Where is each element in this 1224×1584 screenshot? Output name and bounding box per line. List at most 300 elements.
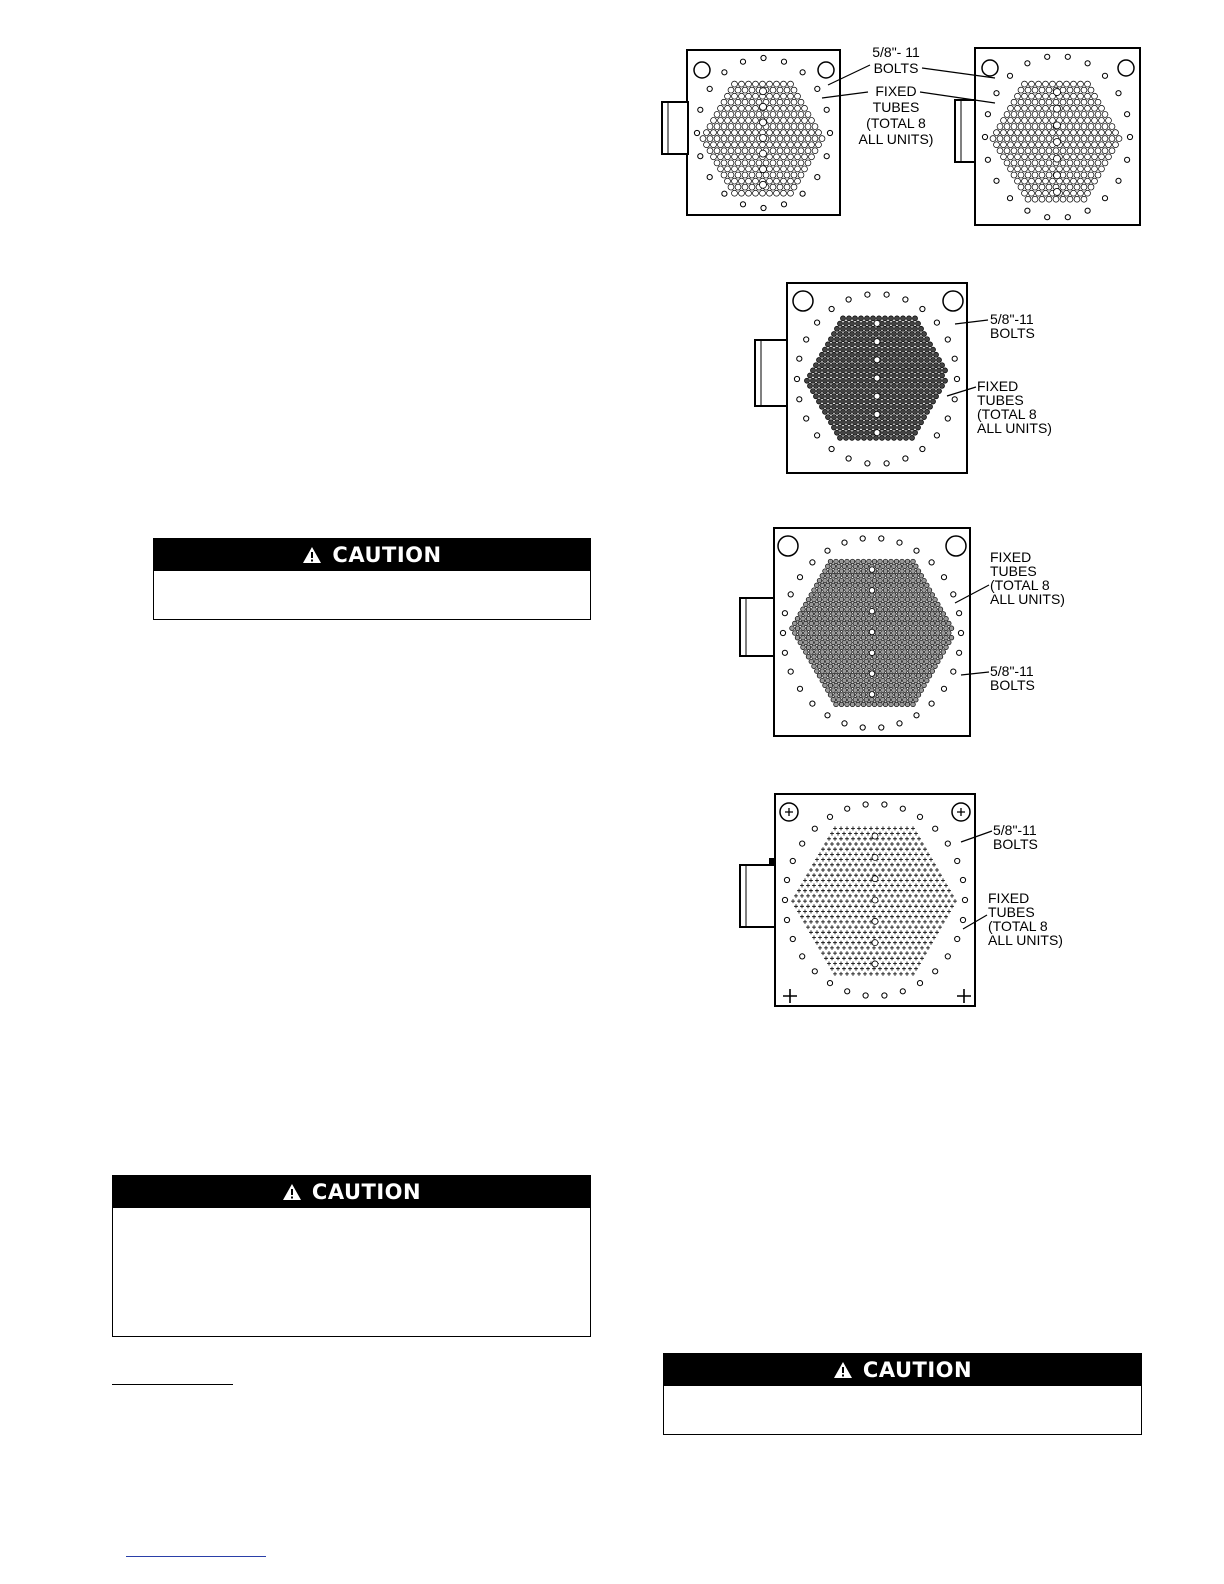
tube [849, 331, 854, 336]
tube [725, 93, 731, 99]
tube [843, 404, 848, 409]
tube [816, 368, 821, 373]
tube [1074, 124, 1080, 130]
tube [805, 148, 811, 154]
tube [916, 645, 921, 650]
tube [922, 588, 927, 593]
tube [735, 99, 741, 105]
tube [820, 659, 825, 664]
tube [834, 368, 839, 373]
tube [933, 363, 938, 368]
tube [861, 331, 866, 336]
tube [847, 640, 852, 645]
tube [1092, 130, 1098, 136]
tube [872, 597, 877, 602]
tube [921, 363, 926, 368]
tube [897, 425, 902, 430]
tube [915, 404, 920, 409]
tube [990, 136, 996, 142]
tube [891, 640, 896, 645]
bolt-hole [815, 433, 820, 438]
tube [828, 578, 833, 583]
tube [746, 117, 752, 123]
tube [913, 659, 918, 664]
tube [913, 650, 918, 655]
tube [1022, 81, 1028, 87]
tube [930, 650, 935, 655]
tube [770, 172, 776, 178]
tube [1067, 172, 1073, 178]
tube [845, 559, 850, 564]
tube [900, 368, 905, 373]
tube [828, 368, 833, 373]
tube [1078, 105, 1084, 111]
tube [856, 597, 861, 602]
tube [845, 664, 850, 669]
tube [941, 621, 946, 626]
tube [1046, 172, 1052, 178]
tube [856, 654, 861, 659]
tube [840, 389, 845, 394]
tube [861, 435, 866, 440]
tube [850, 597, 855, 602]
bolt-hole [1102, 73, 1107, 78]
tube [897, 688, 902, 693]
tube [888, 357, 893, 362]
tube [1109, 136, 1115, 142]
tube [1015, 178, 1021, 184]
bolt-hole [790, 858, 795, 863]
tube [878, 702, 883, 707]
tube [753, 178, 759, 184]
tube [883, 673, 888, 678]
tube [886, 688, 891, 693]
bolt-hole [884, 461, 889, 466]
bolt-hole [804, 416, 809, 421]
tube [894, 597, 899, 602]
bolt-hole [827, 130, 832, 135]
tube [886, 640, 891, 645]
tube [856, 626, 861, 631]
tube [911, 607, 916, 612]
tube [891, 331, 896, 336]
tube [831, 352, 836, 357]
tube [883, 597, 888, 602]
tube [938, 607, 943, 612]
tube [864, 602, 869, 607]
tube [817, 664, 822, 669]
tube [767, 154, 773, 160]
fixed-tubes-label-line1: FIXED [988, 890, 1030, 906]
tube [916, 654, 921, 659]
tube [933, 352, 938, 357]
tube [878, 664, 883, 669]
tube [897, 363, 902, 368]
tube [897, 650, 902, 655]
tube [894, 693, 899, 698]
tube [883, 693, 888, 698]
tube [894, 316, 899, 321]
tube [1029, 190, 1035, 196]
tube [883, 626, 888, 631]
tube [845, 702, 850, 707]
tube [700, 136, 706, 142]
tube [938, 626, 943, 631]
tube [812, 607, 817, 612]
tube [767, 190, 773, 196]
tube [852, 420, 857, 425]
tube [888, 420, 893, 425]
tube [825, 352, 830, 357]
tube [867, 363, 872, 368]
tube [919, 669, 924, 674]
tube [1074, 148, 1080, 154]
tube [732, 117, 738, 123]
tube [816, 378, 821, 383]
tube [1001, 142, 1007, 148]
tube [742, 160, 748, 166]
tube [858, 316, 863, 321]
tube [1022, 93, 1028, 99]
tube [798, 148, 804, 154]
tube [788, 130, 794, 136]
tube [1046, 136, 1052, 142]
tube [1018, 87, 1024, 93]
tube [852, 337, 857, 342]
tube [806, 654, 811, 659]
tube [916, 588, 921, 593]
tube [1043, 142, 1049, 148]
tube [864, 378, 869, 383]
tube [728, 124, 734, 130]
tube [913, 564, 918, 569]
tube [861, 569, 866, 574]
tube [949, 635, 954, 640]
tube [753, 142, 759, 148]
tube-sheet-figure-top [650, 40, 1150, 235]
tube [831, 593, 836, 598]
tube [802, 166, 808, 172]
tube [927, 616, 932, 621]
tube [828, 616, 833, 621]
bolt-hole [994, 91, 999, 96]
bolt-hole [958, 630, 963, 635]
warning-triangle-icon [302, 546, 322, 564]
tube [908, 678, 913, 683]
tube [760, 181, 767, 188]
tube [1064, 81, 1070, 87]
tube [912, 420, 917, 425]
tube [880, 602, 885, 607]
tube [874, 357, 880, 363]
tube [839, 654, 844, 659]
tube [889, 664, 894, 669]
tube [735, 160, 741, 166]
tube [1050, 166, 1056, 172]
bolt-hole [722, 191, 727, 196]
tube [774, 81, 780, 87]
tube [924, 593, 929, 598]
bolt-hole [797, 397, 802, 402]
bolt-hole [694, 130, 699, 135]
tube [1029, 154, 1035, 160]
tube [1095, 148, 1101, 154]
tube [852, 368, 857, 373]
tube [725, 130, 731, 136]
tube [1057, 130, 1063, 136]
tube [894, 569, 899, 574]
tube [1102, 148, 1108, 154]
tube [870, 316, 875, 321]
tube [897, 404, 902, 409]
tube [840, 368, 845, 373]
tube [840, 316, 845, 321]
tube [1106, 117, 1112, 123]
tube [908, 650, 913, 655]
tube [1060, 99, 1066, 105]
bolt-hole [945, 337, 950, 342]
tube [916, 597, 921, 602]
tube [864, 389, 869, 394]
tube [843, 425, 848, 430]
tube [820, 640, 825, 645]
tube [1025, 160, 1031, 166]
tube [902, 678, 907, 683]
bolt-hole [797, 686, 802, 691]
bolt-hole [957, 611, 962, 616]
tube [1067, 136, 1073, 142]
tube [1015, 117, 1021, 123]
tube [836, 659, 841, 664]
tube [918, 420, 923, 425]
tube [814, 669, 819, 674]
tube [864, 337, 869, 342]
tube [823, 616, 828, 621]
tube [912, 347, 917, 352]
tube [869, 697, 874, 702]
tube [875, 678, 880, 683]
fixed-tubes-label-line3: (TOTAL 8 [988, 918, 1048, 934]
tube [861, 664, 866, 669]
tube [894, 654, 899, 659]
tube [1054, 89, 1061, 96]
tube [850, 626, 855, 631]
tube [861, 321, 866, 326]
tube [831, 678, 836, 683]
tube [760, 150, 767, 157]
bolt-hole [784, 917, 789, 922]
tube [913, 688, 918, 693]
tube [1085, 154, 1091, 160]
tube [839, 569, 844, 574]
tube [843, 394, 848, 399]
tube [847, 659, 852, 664]
tube [927, 383, 932, 388]
tube [1050, 81, 1056, 87]
tube [1018, 184, 1024, 190]
tube [897, 383, 902, 388]
tube [891, 659, 896, 664]
tube [894, 635, 899, 640]
tube [878, 635, 883, 640]
tube [927, 404, 932, 409]
tube [924, 669, 929, 674]
tube [820, 593, 825, 598]
tube [927, 635, 932, 640]
tube [946, 631, 951, 636]
bolt-hole [1025, 61, 1030, 66]
tube [834, 683, 839, 688]
tube [856, 588, 861, 593]
tube [858, 697, 863, 702]
bolt-hole [810, 701, 815, 706]
tube [1029, 117, 1035, 123]
tube [788, 81, 794, 87]
tube [834, 588, 839, 593]
tube [807, 383, 812, 388]
bolts-label-line2: BOLTS [873, 60, 919, 76]
tube [853, 650, 858, 655]
tube [1078, 178, 1084, 184]
tube [817, 635, 822, 640]
tube [739, 178, 745, 184]
tube [1060, 124, 1066, 130]
tube [825, 631, 830, 636]
tube [749, 136, 755, 142]
bolt-hole [897, 721, 902, 726]
bolt-hole [782, 897, 787, 902]
tube [831, 669, 836, 674]
tube [791, 184, 797, 190]
tube [869, 583, 874, 588]
tube [911, 616, 916, 621]
tube [858, 612, 863, 617]
tube [725, 178, 731, 184]
tube [912, 399, 917, 404]
tube [864, 368, 869, 373]
tube [842, 593, 847, 598]
tube [850, 693, 855, 698]
tube [788, 117, 794, 123]
tube [845, 645, 850, 650]
tube [927, 394, 932, 399]
tube [891, 678, 896, 683]
tube [1085, 166, 1091, 172]
bolt-hole [863, 802, 868, 807]
tube [882, 347, 887, 352]
tube [883, 559, 888, 564]
tube [795, 105, 801, 111]
tube [739, 142, 745, 148]
tube [889, 693, 894, 698]
tube [828, 683, 833, 688]
tube [846, 357, 851, 362]
tube [1015, 130, 1021, 136]
tube [714, 136, 720, 142]
tube [918, 399, 923, 404]
tube [1078, 130, 1084, 136]
tube [795, 154, 801, 160]
tube [855, 425, 860, 430]
tube-sheet-right [955, 48, 1140, 225]
tube [867, 635, 872, 640]
tube [927, 373, 932, 378]
tube [891, 425, 896, 430]
tube [867, 415, 872, 420]
tube [902, 612, 907, 617]
tube [839, 607, 844, 612]
tube [825, 573, 830, 578]
tube [915, 363, 920, 368]
tube [831, 631, 836, 636]
tube [753, 154, 759, 160]
tube [1043, 190, 1049, 196]
tube [770, 148, 776, 154]
tube [911, 588, 916, 593]
tube [913, 621, 918, 626]
tube [746, 142, 752, 148]
tube [777, 160, 783, 166]
tube [908, 573, 913, 578]
tube [889, 588, 894, 593]
tube [831, 383, 836, 388]
tube [812, 645, 817, 650]
tube [806, 607, 811, 612]
tube [855, 383, 860, 388]
tube [997, 136, 1003, 142]
bolt-hole [903, 456, 908, 461]
bolt-hole [781, 59, 786, 64]
tube [882, 420, 887, 425]
tube [1060, 111, 1066, 117]
fixed-tubes-label-line4: ALL UNITS) [988, 932, 1063, 948]
tube [927, 664, 932, 669]
tube [831, 659, 836, 664]
tube [1025, 172, 1031, 178]
tube [742, 99, 748, 105]
tube [933, 373, 938, 378]
tube [781, 105, 787, 111]
tube [834, 702, 839, 707]
tube [831, 425, 836, 430]
tube [1060, 160, 1066, 166]
tube [897, 678, 902, 683]
tube [927, 673, 932, 678]
fixed-tubes-label-line3: (TOTAL 8 [990, 577, 1050, 593]
tube [1046, 160, 1052, 166]
tube [856, 607, 861, 612]
tube [837, 373, 842, 378]
tube [906, 430, 911, 435]
tube [919, 650, 924, 655]
tube [900, 569, 905, 574]
tube [905, 588, 910, 593]
tube [874, 375, 880, 381]
tube [891, 593, 896, 598]
tube [885, 425, 890, 430]
tube [753, 93, 759, 99]
tube [933, 635, 938, 640]
tube [728, 148, 734, 154]
bolt-hole [879, 536, 884, 541]
tube [921, 404, 926, 409]
tube [777, 124, 783, 130]
tube [847, 593, 852, 598]
bolt-hole [812, 969, 817, 974]
tube [897, 564, 902, 569]
tube [856, 673, 861, 678]
tube [861, 363, 866, 368]
